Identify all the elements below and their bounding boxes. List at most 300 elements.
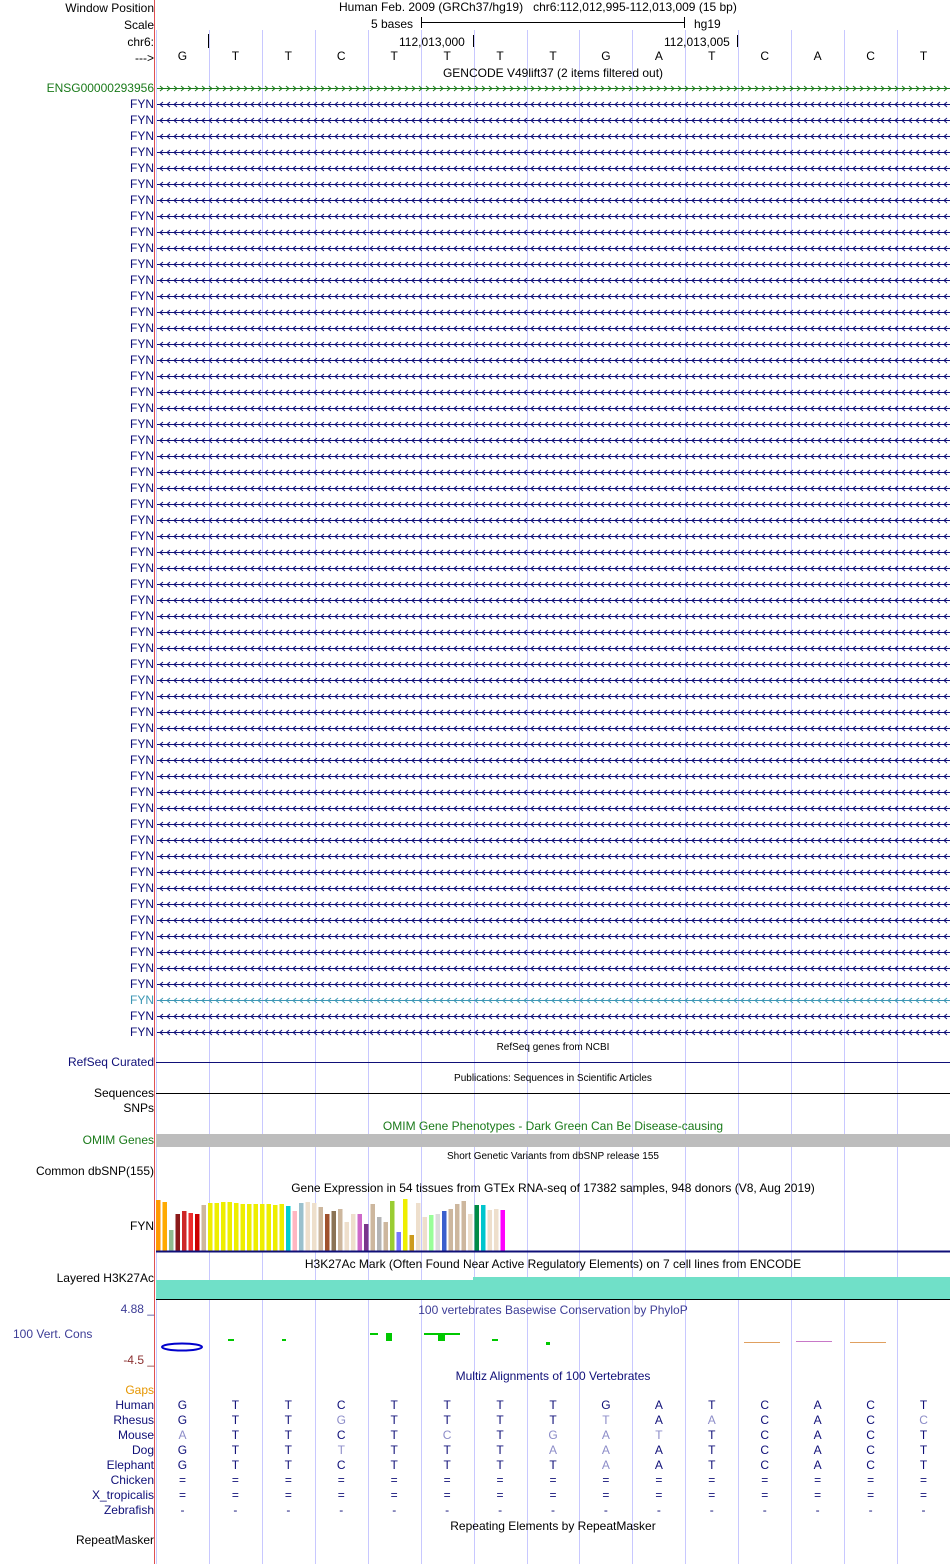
gencode-gene-label[interactable]: FYN	[130, 305, 154, 319]
conservation-logo	[162, 1344, 202, 1351]
db-name: hg19	[694, 17, 721, 31]
alignment-base: A	[813, 1443, 822, 1457]
gencode-gene-label[interactable]: FYN	[130, 721, 154, 735]
gtex-bar	[390, 1201, 395, 1251]
dbsnp-label[interactable]: Common dbSNP(155)	[35, 1164, 154, 1178]
strand-label: --->	[135, 51, 154, 65]
gencode-gene-label[interactable]: FYN	[130, 881, 154, 895]
species-label[interactable]: Chicken	[110, 1473, 154, 1487]
alignment-base: C	[442, 1428, 452, 1442]
alignment-base: -	[762, 1503, 767, 1517]
alignment-base: =	[655, 1473, 663, 1487]
alignment-base: A	[654, 1398, 663, 1412]
alignment-base: =	[867, 1473, 875, 1487]
gtex-bar	[293, 1211, 298, 1251]
alignment-base: T	[549, 1413, 557, 1427]
gtex-bar	[332, 1211, 337, 1251]
gtex-bar	[260, 1204, 265, 1251]
alignment-base: C	[760, 1443, 770, 1457]
base-letter: T	[496, 49, 504, 63]
gtex-bar	[416, 1203, 421, 1251]
alignment-base: =	[761, 1473, 769, 1487]
species-label[interactable]: Mouse	[117, 1428, 154, 1442]
alignment-base: -	[286, 1503, 291, 1517]
alignment-base: -	[445, 1503, 450, 1517]
gencode-gene-label[interactable]: FYN	[130, 129, 154, 143]
gencode-gene-label[interactable]: FYN	[130, 145, 154, 159]
gtex-bar	[436, 1214, 441, 1251]
h3k27ac-title: H3K27Ac Mark (Often Found Near Active Regulatory Elements) on 7 cell lines from ENCODE	[304, 1257, 802, 1271]
gtex-bar	[182, 1211, 187, 1251]
gencode-gene-label[interactable]: FYN	[130, 577, 154, 591]
alignment-base: =	[602, 1488, 610, 1502]
conservation-bar	[850, 1342, 886, 1343]
gtex-bar	[163, 1202, 168, 1251]
alignment-base: -	[815, 1503, 820, 1517]
base-letter: G	[601, 49, 611, 63]
omim-title: OMIM Gene Phenotypes - Dark Green Can Be Disease-causing	[382, 1119, 724, 1133]
gtex-bar	[351, 1214, 356, 1251]
gtex-bar	[208, 1203, 213, 1251]
alignment-base: T	[496, 1443, 504, 1457]
gencode-gene-label[interactable]: FYN	[130, 817, 154, 831]
alignment-base: C	[336, 1428, 346, 1442]
alignment-base: A	[548, 1443, 557, 1457]
alignment-base: A	[654, 1413, 663, 1427]
alignment-base: G	[548, 1428, 558, 1442]
omim-label[interactable]: OMIM Genes	[82, 1133, 154, 1147]
alignment-base: =	[337, 1473, 345, 1487]
alignment-base: =	[231, 1473, 239, 1487]
alignment-base: =	[814, 1473, 822, 1487]
refseq-title: RefSeq genes from NCBI	[496, 1042, 610, 1053]
alignment-base: T	[284, 1443, 292, 1457]
alignment-base: C	[336, 1398, 346, 1412]
base-letter: T	[284, 49, 292, 63]
snps-label[interactable]: SNPs	[123, 1101, 154, 1115]
window-position-label: Window Position	[65, 1, 154, 15]
species-label[interactable]: Dog	[131, 1443, 154, 1457]
cons-label[interactable]: 100 Vert. Cons	[13, 1327, 93, 1341]
gtex-bar	[319, 1207, 324, 1251]
gencode-gene-label[interactable]: FYN	[130, 401, 154, 415]
alignment-base: T	[443, 1458, 451, 1472]
alignment-base: -	[551, 1503, 555, 1517]
gtex-bar	[221, 1202, 226, 1251]
gtex-bar	[475, 1205, 480, 1251]
gencode-gene-label[interactable]: FYN	[130, 337, 154, 351]
ruler-tick-label-1: 112,013,000	[399, 35, 465, 49]
alignment-base: T	[708, 1398, 716, 1412]
alignment-base: T	[708, 1458, 716, 1472]
alignment-base: =	[761, 1488, 769, 1502]
alignment-base: T	[231, 1458, 240, 1472]
alignment-base: =	[390, 1488, 398, 1502]
alignment-base: T	[231, 1398, 240, 1412]
gtex-bar	[384, 1222, 389, 1251]
alignment-base: =	[337, 1488, 345, 1502]
species-label[interactable]: Elephant	[106, 1458, 154, 1472]
alignment-base: =	[920, 1488, 928, 1502]
gtex-bar	[429, 1215, 434, 1251]
gtex-bar	[189, 1213, 194, 1251]
alignment-base: A	[178, 1428, 187, 1442]
alignment-base: T	[390, 1443, 398, 1457]
alignment-base: -	[233, 1503, 238, 1517]
gtex-bar	[338, 1209, 343, 1251]
gencode-gene-label[interactable]: FYN	[130, 609, 154, 623]
gtex-bar	[468, 1214, 473, 1251]
gencode-gene-label[interactable]: FYN	[130, 705, 154, 719]
alignment-base: =	[602, 1473, 610, 1487]
gtex-bar	[371, 1204, 376, 1251]
alignment-base: T	[390, 1398, 398, 1412]
assembly-name: Human Feb. 2009 (GRCh37/hg19)	[339, 0, 524, 14]
species-label[interactable]: Rhesus	[113, 1413, 154, 1427]
alignment-base: -	[656, 1503, 661, 1517]
pubs-label[interactable]: Sequences	[93, 1086, 154, 1100]
gtex-bar	[345, 1222, 350, 1251]
alignment-base: =	[549, 1488, 557, 1502]
gencode-gene-label[interactable]: FYN	[130, 465, 154, 479]
gtex-bar	[494, 1209, 499, 1251]
gencode-gene-label[interactable]: FYN	[130, 273, 154, 287]
alignment-base: A	[813, 1458, 822, 1472]
gencode-gene-label[interactable]: FYN	[130, 497, 154, 511]
gtex-bar	[410, 1235, 415, 1251]
base-letter: T	[919, 49, 928, 63]
alignment-base: C	[866, 1458, 875, 1472]
gencode-gene-label[interactable]: FYN	[130, 769, 154, 783]
alignment-base: T	[390, 1413, 398, 1427]
gtex-bar	[247, 1204, 252, 1251]
alignment-base: =	[920, 1473, 928, 1487]
gencode-gene-label[interactable]: FYN	[130, 529, 154, 543]
gencode-gene-label[interactable]: FYN	[130, 193, 154, 207]
gtex-bar	[254, 1204, 259, 1251]
conservation-bar	[438, 1333, 445, 1341]
gtex-bar	[403, 1199, 408, 1251]
alignment-base: T	[496, 1413, 504, 1427]
gtex-bar	[397, 1232, 402, 1251]
gtex-bar	[442, 1211, 447, 1251]
alignment-base: =	[284, 1473, 292, 1487]
alignment-base: -	[339, 1503, 344, 1517]
gencode-gene-label[interactable]: FYN	[130, 977, 154, 991]
gtex-bar	[241, 1204, 246, 1251]
gencode-gene-label[interactable]: FYN	[130, 865, 154, 879]
position-text: chr6:112,012,995-112,013,009 (15 bp)	[533, 0, 737, 14]
gencode-item-label[interactable]: ENSG00000293956	[46, 81, 154, 95]
alignment-base: =	[708, 1488, 716, 1502]
gencode-gene-label[interactable]: FYN	[130, 97, 154, 111]
alignment-base: T	[919, 1443, 928, 1457]
cons-max: 4.88 _	[120, 1302, 154, 1316]
gencode-gene-label[interactable]: FYN	[130, 353, 154, 367]
alignment-base: G	[336, 1413, 346, 1427]
refseq-label[interactable]: RefSeq Curated	[67, 1055, 154, 1069]
alignment-base: -	[180, 1503, 185, 1517]
gencode-gene-label[interactable]: FYN	[130, 753, 154, 767]
gencode-title: GENCODE V49lift37 (2 items filtered out)	[442, 66, 664, 80]
gencode-gene-label[interactable]: FYN	[130, 1009, 154, 1023]
alignment-base: T	[549, 1398, 557, 1412]
alignment-base: T	[443, 1413, 451, 1427]
gencode-gene-label[interactable]: FYN	[130, 641, 154, 655]
gencode-gene-label[interactable]: FYN	[130, 513, 154, 527]
alignment-base: C	[336, 1458, 346, 1472]
alignment-base: C	[760, 1428, 770, 1442]
alignment-base: -	[921, 1503, 926, 1517]
alignment-base: T	[390, 1428, 398, 1442]
alignment-base: T	[231, 1413, 240, 1427]
gencode-gene-label[interactable]: FYN	[130, 849, 154, 863]
gtex-bar	[228, 1202, 233, 1251]
base-letter: C	[336, 49, 346, 63]
alignment-base: T	[390, 1458, 398, 1472]
alignment-base: T	[496, 1428, 504, 1442]
rmsk-label[interactable]: RepeatMasker	[75, 1533, 154, 1547]
conservation-bar	[228, 1339, 234, 1341]
alignment-base: A	[813, 1428, 822, 1442]
species-label[interactable]: Human	[115, 1398, 154, 1412]
alignment-base: T	[919, 1428, 928, 1442]
gtex-gene-label[interactable]: FYN	[130, 1219, 154, 1233]
alignment-base: G	[177, 1413, 188, 1427]
gtex-bar	[202, 1205, 207, 1251]
alignment-base: A	[601, 1458, 610, 1472]
alignment-base: C	[760, 1398, 770, 1412]
conservation-bar	[386, 1333, 392, 1341]
alignment-base: =	[231, 1488, 239, 1502]
base-letter: T	[708, 49, 716, 63]
gtex-bar	[267, 1204, 272, 1251]
scale-label: Scale	[123, 18, 154, 32]
alignment-base: -	[603, 1503, 608, 1517]
gencode-gene-label[interactable]: FYN	[130, 561, 154, 575]
h3k27ac-signal	[156, 1280, 473, 1299]
gencode-gene-label[interactable]: FYN	[130, 625, 154, 639]
alignment-base: T	[919, 1398, 928, 1412]
multiz-title: Multiz Alignments of 100 Vertebrates	[455, 1369, 651, 1383]
gencode-gene-label[interactable]: FYN	[130, 689, 154, 703]
alignment-base: A	[654, 1443, 663, 1457]
gtex-bar	[273, 1205, 278, 1251]
alignment-base: =	[814, 1488, 822, 1502]
alignment-base: T	[284, 1398, 292, 1412]
gtex-bar	[364, 1224, 369, 1251]
gencode-gene-label[interactable]: FYN	[130, 673, 154, 687]
alignment-base: -	[498, 1503, 503, 1517]
gencode-gene-label[interactable]: FYN	[130, 993, 154, 1007]
alignment-base: T	[708, 1443, 716, 1457]
gencode-gene-label[interactable]: FYN	[130, 481, 154, 495]
omim-gene-bar	[156, 1134, 950, 1147]
rmsk-title: Repeating Elements by RepeatMasker	[450, 1519, 656, 1533]
gtex-bar	[299, 1203, 304, 1251]
gaps-label[interactable]: Gaps	[125, 1383, 154, 1397]
cons-title: 100 vertebrates Basewise Conservation by PhyloP	[418, 1303, 688, 1317]
alignment-base: A	[707, 1413, 716, 1427]
base-letter: C	[866, 49, 875, 63]
gtex-bar	[195, 1214, 200, 1251]
alignment-base: C	[866, 1443, 875, 1457]
gtex-bar	[234, 1203, 239, 1251]
alignment-base: A	[601, 1443, 610, 1457]
species-label[interactable]: X_tropicalis	[91, 1488, 154, 1502]
gencode-gene-label[interactable]: FYN	[130, 785, 154, 799]
gencode-gene-label[interactable]: FYN	[130, 833, 154, 847]
alignment-base: C	[919, 1413, 928, 1427]
alignment-base: T	[919, 1458, 928, 1472]
scale-text: 5 bases	[371, 17, 414, 31]
dbsnp-title: Short Genetic Variants from dbSNP release 155	[447, 1151, 659, 1162]
alignment-base: =	[549, 1473, 557, 1487]
base-letter: T	[443, 49, 451, 63]
alignment-base: T	[284, 1428, 292, 1442]
gencode-gene-label[interactable]: FYN	[130, 545, 154, 559]
alignment-base: =	[390, 1473, 398, 1487]
alignment-base: C	[760, 1413, 770, 1427]
gencode-gene-label[interactable]: FYN	[130, 945, 154, 959]
alignment-base: A	[601, 1428, 610, 1442]
gencode-gene-label[interactable]: FYN	[130, 929, 154, 943]
alignment-base: -	[868, 1503, 873, 1517]
gtex-bar	[176, 1214, 181, 1251]
gencode-gene-label[interactable]: FYN	[130, 433, 154, 447]
alignment-base: G	[601, 1398, 611, 1412]
alignment-base: T	[549, 1458, 557, 1472]
h3k27ac-label[interactable]: Layered H3K27Ac	[56, 1271, 154, 1285]
gtex-bar	[325, 1214, 330, 1251]
alignment-base: C	[760, 1458, 770, 1472]
gencode-gene-label[interactable]: FYN	[130, 657, 154, 671]
pubs-title: Publications: Sequences in Scientific Articles	[454, 1073, 652, 1084]
alignment-base: =	[178, 1473, 186, 1487]
gtex-bar	[169, 1230, 174, 1251]
gtex-title: Gene Expression in 54 tissues from GTEx RNA-seq of 17382 samples, 948 donors (V8, Aug 2019)	[291, 1181, 815, 1195]
alignment-base: T	[443, 1398, 451, 1412]
gencode-gene-label[interactable]: FYN	[130, 161, 154, 175]
alignment-base: T	[443, 1443, 451, 1457]
gencode-gene-label[interactable]: FYN	[130, 241, 154, 255]
conservation-bar	[492, 1339, 498, 1341]
alignment-base: A	[654, 1458, 663, 1472]
gtex-bar	[280, 1204, 285, 1251]
gencode-gene-label[interactable]: FYN	[130, 913, 154, 927]
alignment-base: -	[392, 1503, 397, 1517]
alignment-base: T	[231, 1428, 240, 1442]
gtex-bar	[377, 1217, 382, 1251]
gencode-gene-label[interactable]: FYN	[130, 177, 154, 191]
alignment-base: -	[709, 1503, 714, 1517]
gencode-gene-label[interactable]: FYN	[130, 897, 154, 911]
alignment-base: C	[866, 1398, 875, 1412]
gtex-bar	[462, 1201, 467, 1251]
gencode-gene-label[interactable]: FYN	[130, 385, 154, 399]
alignment-base: =	[655, 1488, 663, 1502]
species-label[interactable]: Zebrafish	[103, 1503, 154, 1517]
gencode-gene-label[interactable]: FYN	[130, 113, 154, 127]
alignment-base: T	[496, 1398, 504, 1412]
conservation-bar	[370, 1333, 378, 1335]
gencode-gene-label[interactable]: FYN	[130, 289, 154, 303]
alignment-base: =	[443, 1488, 451, 1502]
alignment-base: T	[284, 1458, 292, 1472]
alignment-base: A	[813, 1398, 822, 1412]
gencode-gene-label[interactable]: FYN	[130, 369, 154, 383]
gencode-gene-label[interactable]: FYN	[130, 209, 154, 223]
gtex-bar	[501, 1210, 506, 1251]
ruler-tick-label-2: 112,013,005	[664, 35, 730, 49]
gencode-gene-label[interactable]: FYN	[130, 225, 154, 239]
gencode-gene-label[interactable]: FYN	[130, 801, 154, 815]
base-letter: C	[760, 49, 770, 63]
alignment-base: C	[866, 1413, 875, 1427]
base-letter: A	[813, 49, 822, 63]
conservation-bar	[546, 1342, 550, 1345]
alignment-base: T	[708, 1428, 716, 1442]
gencode-gene-label[interactable]: FYN	[130, 321, 154, 335]
alignment-base: =	[178, 1488, 186, 1502]
gencode-gene-label[interactable]: FYN	[130, 449, 154, 463]
alignment-base: G	[177, 1443, 188, 1457]
alignment-base: =	[496, 1488, 504, 1502]
alignment-base: T	[231, 1443, 240, 1457]
alignment-base: G	[177, 1398, 188, 1412]
gencode-gene-label[interactable]: FYN	[130, 961, 154, 975]
base-letter: A	[654, 49, 663, 63]
gtex-bar	[215, 1203, 220, 1251]
gtex-bar	[481, 1205, 486, 1251]
alignment-base: T	[602, 1413, 610, 1427]
gtex-bar	[312, 1203, 317, 1251]
alignment-base: T	[496, 1458, 504, 1472]
gtex-bar	[156, 1200, 161, 1251]
conservation-bar	[796, 1341, 832, 1342]
gencode-gene-label[interactable]: FYN	[130, 257, 154, 271]
alignment-base: A	[813, 1413, 822, 1427]
gencode-gene-label[interactable]: FYN	[130, 1025, 154, 1039]
alignment-base: G	[177, 1458, 188, 1472]
cons-min: -4.5 _	[123, 1353, 154, 1367]
gtex-bar	[488, 1210, 493, 1251]
conservation-bar	[744, 1342, 780, 1343]
alignment-base: =	[284, 1488, 292, 1502]
gencode-gene-label[interactable]: FYN	[130, 593, 154, 607]
base-letter: T	[549, 49, 557, 63]
gtex-bar	[455, 1204, 460, 1251]
alignment-base: T	[284, 1413, 292, 1427]
alignment-base: =	[708, 1473, 716, 1487]
chrom-label: chr6:	[127, 35, 154, 49]
gtex-bar	[306, 1202, 311, 1251]
alignment-base: =	[496, 1473, 504, 1487]
base-letter: T	[390, 49, 398, 63]
alignment-base: =	[443, 1473, 451, 1487]
gencode-gene-label[interactable]: FYN	[130, 737, 154, 751]
gencode-gene-label[interactable]: FYN	[130, 417, 154, 431]
gtex-bar	[358, 1214, 363, 1251]
alignment-base: C	[866, 1428, 875, 1442]
gtex-bar	[449, 1209, 454, 1251]
alignment-base: T	[337, 1443, 345, 1457]
alignment-base: T	[655, 1428, 663, 1442]
alignment-base: =	[867, 1488, 875, 1502]
base-letter: T	[231, 49, 240, 63]
h3k27ac-signal	[473, 1277, 950, 1299]
conservation-bar	[282, 1339, 286, 1341]
